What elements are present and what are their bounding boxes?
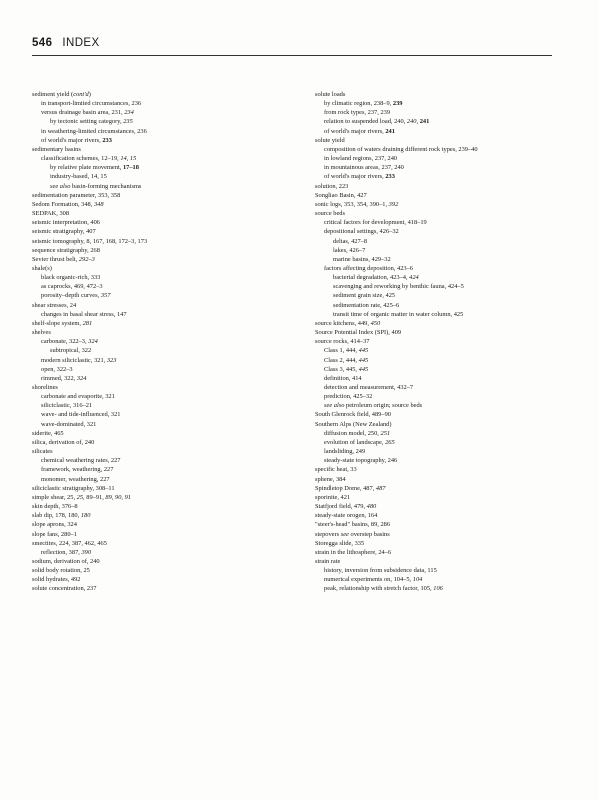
index-entry [32, 154, 272, 163]
entry-text: see [340, 530, 349, 538]
entry-text: carbonate, 322–3, [41, 338, 89, 346]
entry-text: Songliao Basin, 427 [315, 191, 367, 199]
index-entry [315, 218, 555, 227]
entry-text: depositional settings, 426–32 [324, 228, 399, 236]
index-entry [315, 575, 555, 584]
entry-text: simple shear, 25, [32, 493, 77, 501]
entry-text: framework, weathering, 227 [41, 466, 114, 474]
entry-text: solute concentration, 237 [32, 585, 97, 593]
entry-text: definition, 414 [324, 374, 362, 382]
entry-text: sedimentation parameter, 353, 358 [32, 191, 121, 199]
index-entry [32, 136, 272, 145]
entry-text: source rocks, 414–37 [315, 338, 370, 346]
entry-text: 348 [93, 200, 104, 208]
index-entry [315, 447, 555, 456]
entry-text: industry-based, 14, 15 [50, 173, 107, 181]
entry-text: see also [50, 182, 71, 190]
entry-text: basin-forming mechanisms [70, 182, 142, 190]
index-entry [32, 401, 272, 410]
entry-text: monomer, weathering, 227 [41, 475, 110, 483]
index-entry [32, 191, 272, 200]
index-entry [315, 127, 555, 136]
entry-text: seismic stratigraphy, 407 [32, 228, 96, 236]
entry-text: 25 [76, 493, 84, 501]
index-entry [315, 154, 555, 163]
index-entry [315, 346, 555, 355]
index-entry [32, 548, 272, 557]
index-entry [32, 237, 272, 246]
index-entry [32, 218, 272, 227]
index-entry [315, 191, 555, 200]
entry-text: 241 [385, 127, 395, 135]
entry-text: sedimentation rate, 425–6 [333, 301, 400, 309]
entry-text: 241 [419, 118, 430, 126]
entry-text: relation to suspended load, 240, [324, 118, 407, 126]
entry-text: 445 [358, 356, 369, 364]
index-entry [315, 282, 555, 291]
entry-text: smectites, 224, 387, 462, 465 [32, 539, 107, 547]
index-entry [315, 539, 555, 548]
page-number: 546 [32, 37, 53, 49]
index-entry [315, 328, 555, 337]
entry-text: scavenging and reworking by benthic fauna, 424–5 [333, 283, 464, 291]
index-entry [32, 310, 272, 319]
entry-text: peak, relationship with stretch factor, 105, [324, 585, 434, 593]
index-entry [32, 539, 272, 548]
entry-text: prediction, 425–32 [324, 393, 373, 401]
entry-text: solute yield [315, 136, 345, 144]
entry-text: numerical experiments on, 104–5, [324, 576, 413, 584]
index-entry [32, 356, 272, 365]
entry-text: versus drainage basin area, 231, [41, 109, 125, 117]
index-entry [32, 99, 272, 108]
entry-text: 234 [124, 109, 134, 117]
index-entry [32, 502, 272, 511]
index-entry [315, 374, 555, 383]
entry-text: silica, derivation of, 240 [32, 438, 95, 446]
entry-text: 487 [375, 484, 386, 492]
entry-text: Class 3, 445, [324, 365, 359, 373]
entry-text: solution, 223 [315, 182, 349, 190]
index-entry [32, 383, 272, 392]
entry-text: in lowland regions, 237, 240 [324, 155, 398, 163]
entry-text: wave-dominated, 321 [41, 420, 97, 428]
index-entry [32, 291, 272, 300]
index-entry [315, 291, 555, 300]
entry-text: as caprocks, 469, 472–3 [41, 283, 103, 291]
index-entry [315, 319, 555, 328]
entry-text: in transport-limited circumstances, 236 [41, 100, 142, 108]
entry-text: petroleum origin; source beds [344, 402, 423, 410]
entry-text: 390 [81, 548, 92, 556]
entry-text: 323 [106, 356, 117, 364]
index-entry [32, 465, 272, 474]
entry-text: sequence stratigraphy, 268 [32, 246, 100, 254]
index-entry [315, 557, 555, 566]
entry-text: by climatic region, 238–9, [324, 100, 393, 108]
entry-text: sediment yield ( [32, 91, 74, 98]
index-entry [315, 90, 555, 99]
header-rule [32, 55, 552, 56]
entry-text: 251 [380, 429, 391, 437]
index-entry [315, 246, 555, 255]
index-entry [315, 117, 555, 126]
index-entry [315, 438, 555, 447]
index-entry [32, 438, 272, 447]
entry-text: open, 322–3 [41, 365, 73, 373]
entry-text: "steer's-head" basins, 89, 286 [315, 521, 391, 529]
entry-text: 233 [385, 173, 395, 181]
index-entry [32, 273, 272, 282]
entry-text: sedimentary basins [32, 145, 81, 153]
entry-text: ) [88, 91, 91, 98]
entry-text: siliciclastic stratigraphy, 308–11 [32, 484, 115, 492]
entry-text: in mountainous areas, 237, 240 [324, 164, 404, 172]
index-entry [315, 420, 555, 429]
index-entry [315, 493, 555, 502]
index-entry [315, 520, 555, 529]
index-entry [315, 392, 555, 401]
entry-text: shale(s) [32, 264, 52, 272]
index-entry [32, 530, 272, 539]
index-entry [32, 410, 272, 419]
index-entry [32, 172, 272, 181]
entry-text: evolution of landscape, [324, 438, 386, 446]
entry-text: of world's major rivers, [41, 136, 103, 144]
entry-text: solute loads [315, 91, 346, 98]
index-entry [32, 584, 272, 593]
entry-text: , 89–91, [83, 493, 106, 501]
entry-text: by relative plate movement, [50, 164, 123, 172]
entry-text: stepovers [315, 530, 341, 538]
index-entry [315, 530, 555, 539]
index-entry [32, 255, 272, 264]
index-entry [315, 227, 555, 236]
index-entry [32, 90, 272, 99]
index-entry [315, 410, 555, 419]
index-entry [32, 328, 272, 337]
entry-text: shorelines [32, 384, 58, 391]
entry-text: steady-state orogen, 164 [315, 512, 378, 520]
index-entry [315, 511, 555, 520]
index-entry [32, 301, 272, 310]
index-entry [32, 374, 272, 383]
index-entry [32, 575, 272, 584]
entry-text: slab dip, 178, 180, [32, 512, 81, 520]
index-entry [315, 255, 555, 264]
index-entry [315, 337, 555, 346]
entry-text: Source Potential Index (SPI), 409 [315, 329, 402, 337]
entry-text: diffusion model, 250, [324, 429, 381, 437]
entry-text: wave- and tide-influenced, 321 [41, 411, 121, 419]
entry-text: siliciclastic, 316–21 [41, 402, 93, 410]
entry-text: marine basins, 429–32 [333, 255, 391, 263]
index-entry [32, 511, 272, 520]
entry-text: 450 [370, 319, 381, 327]
entry-text: 239 [392, 100, 403, 108]
index-entry [315, 365, 555, 374]
index-entry [32, 108, 272, 117]
entry-text: landsliding, 249 [324, 448, 366, 456]
index-entry [32, 182, 272, 191]
index-entry [315, 401, 555, 410]
index-entry [32, 227, 272, 236]
index-entry [32, 209, 272, 218]
entry-text: classification schemes, 12–19, [41, 155, 121, 163]
index-entry [315, 99, 555, 108]
entry-text: sonic logs, 353, 354, 390–1, [315, 200, 389, 208]
entry-text: cont'd [73, 91, 89, 98]
index-entry [32, 566, 272, 575]
entry-text: Class 2, 444, [324, 356, 359, 364]
entry-text: 233 [102, 136, 112, 144]
entry-text: Sedom Formation, 348, [32, 200, 94, 208]
index-entry [315, 429, 555, 438]
entry-text: 392 [388, 200, 399, 208]
index-entry [315, 548, 555, 557]
index-entry [315, 200, 555, 209]
entry-text: lakes, 426–7 [333, 246, 366, 254]
entry-text: Storegga slide, 335 [315, 539, 365, 547]
entry-text: 292–3 [78, 255, 95, 263]
entry-text: 14, 15 [120, 155, 137, 163]
index-column-left [32, 90, 272, 594]
entry-text: history, inversion from subsidence data, 115 [324, 567, 437, 575]
entry-text: 265 [385, 438, 395, 446]
entry-text: reflection, 387, [41, 548, 82, 556]
entry-text: slope fans, 280–1 [32, 530, 77, 538]
entry-text: 324 [88, 338, 98, 346]
entry-text: strain rate [315, 557, 341, 565]
page-header [32, 37, 552, 49]
index-entry [32, 200, 272, 209]
index-entry [32, 337, 272, 346]
index-entry [32, 319, 272, 328]
entry-text: in weathering-limited circumstances, 236 [41, 127, 147, 135]
index-entry [315, 465, 555, 474]
entry-text: sediment grain size, 425 [333, 292, 396, 300]
index-entry [315, 475, 555, 484]
index-entry [315, 502, 555, 511]
index-entry [315, 163, 555, 172]
index-entry [32, 127, 272, 136]
entry-text: Sevier thrust belt, [32, 255, 79, 263]
index-entry [32, 163, 272, 172]
entry-text: 180 [80, 512, 91, 520]
entry-text: 445 [358, 365, 369, 373]
index-entry [315, 456, 555, 465]
entry-text: steady-state topography, 246 [324, 457, 398, 465]
index-entry [315, 273, 555, 282]
index-entry [315, 172, 555, 181]
entry-text: 106 [433, 585, 443, 593]
entry-text: factors affecting deposition, 423–6 [324, 264, 413, 272]
entry-text: 235 [123, 118, 133, 126]
index-entry [32, 520, 272, 529]
entry-text: skin depth, 376–8 [32, 503, 78, 511]
entry-text: modern siliciclastic, 321, [41, 356, 107, 364]
entry-text: 240 [406, 118, 417, 126]
entry-text: sodium, derivation of, 240 [32, 557, 100, 565]
entry-text: changes in basal shear stress, 147 [41, 310, 127, 318]
entry-text: bacterial degradation, 423–4, [333, 274, 410, 282]
index-entry [32, 493, 272, 502]
entry-text: 480 [366, 503, 377, 511]
index-entry [32, 264, 272, 273]
entry-text: silicates [32, 448, 53, 456]
index-entry [315, 237, 555, 246]
entry-text: , [416, 118, 420, 126]
entry-text: 357 [100, 292, 111, 300]
entry-text: SEDPAK, 308 [32, 210, 70, 218]
entry-text: solid hydrates, 492 [32, 576, 81, 584]
index-entry [315, 484, 555, 493]
index-entry [315, 566, 555, 575]
page-title: INDEX [62, 37, 100, 49]
entry-text: shear stresses, 24 [32, 301, 77, 309]
entry-text: transit time of organic matter in water column, 425 [333, 310, 464, 318]
entry-text: of world's major rivers, [324, 173, 386, 181]
entry-text: 89, 90, 91 [105, 493, 131, 501]
entry-text: critical factors for development, 418–19 [324, 219, 427, 227]
index-entry [315, 584, 555, 593]
index-entry [32, 557, 272, 566]
index-entry [315, 108, 555, 117]
entry-text: solid body rotation, 25 [32, 567, 90, 575]
index-entry [32, 346, 272, 355]
entry-text: Class 1, 444, [324, 347, 359, 355]
index-entry [315, 209, 555, 218]
entry-text: rimmed, 322, [41, 374, 77, 382]
entry-text: Southern Alps (New Zealand) [315, 420, 392, 428]
entry-text: composition of waters draining different rock types, 239–40 [324, 145, 478, 153]
index-entry [32, 117, 272, 126]
entry-text: porosity–depth curves, [41, 292, 101, 300]
entry-text: overstep basins [348, 530, 390, 538]
entry-text: from rock types, 237, 239 [324, 109, 391, 117]
index-entry [32, 145, 272, 154]
entry-text: carbonate and evaporite, 321 [41, 393, 115, 401]
index-entry [315, 264, 555, 273]
index-entry [315, 356, 555, 365]
index-entry [32, 365, 272, 374]
index-entry [315, 301, 555, 310]
index-entry [32, 456, 272, 465]
entry-text: 324 [76, 374, 87, 382]
entry-text: 281 [82, 319, 93, 327]
index-entry [32, 484, 272, 493]
entry-text: Statfjord field, 479, [315, 503, 367, 511]
entry-text: 104 [412, 576, 423, 584]
entry-text: black organic-rich, 333 [41, 274, 101, 282]
entry-text: siderite, 465 [32, 429, 64, 437]
entry-text: 424 [409, 274, 419, 282]
index-entry [315, 136, 555, 145]
index-entry [32, 475, 272, 484]
entry-text: deltas, 427–8 [333, 237, 368, 245]
index-entry [315, 383, 555, 392]
entry-text: by tectonic setting category, [50, 118, 124, 126]
entry-text: 445 [358, 347, 369, 355]
entry-text: subtropical, 322 [50, 347, 92, 355]
entry-text: detection and measurement, 432–7 [324, 384, 414, 391]
index-entry [32, 429, 272, 438]
entry-text: slope aprons, 324 [32, 521, 77, 529]
index-entry [315, 145, 555, 154]
entry-text: 17–18 [122, 164, 139, 172]
index-entry [32, 420, 272, 429]
entry-text: shelves [32, 329, 51, 337]
entry-text: sporinite, 421 [315, 493, 351, 501]
index-entry [315, 182, 555, 191]
index-entry [32, 282, 272, 291]
entry-text: see also [324, 402, 345, 410]
index-column-right [315, 90, 555, 594]
entry-text: Spindletop Dome, 487, [315, 484, 376, 492]
index-entry [32, 246, 272, 255]
entry-text: seismic interpretation, 406 [32, 219, 100, 227]
entry-text: shelf-slope system, [32, 319, 83, 327]
entry-text: of world's major rivers, [324, 127, 386, 135]
entry-text: source kitchens, 449, [315, 319, 371, 327]
entry-text: chemical weathering rates, 227 [41, 457, 121, 465]
index-entry [32, 392, 272, 401]
entry-text: source beds [315, 210, 345, 218]
entry-text: strain in the lithosphere, 24–6 [315, 548, 392, 556]
index-entry [315, 310, 555, 319]
entry-text: sphene, 384 [315, 475, 346, 483]
entry-text: specific heat, 33 [315, 466, 357, 474]
index-entry [32, 447, 272, 456]
entry-text: South Glenrock field, 489–90 [315, 411, 391, 419]
entry-text: seismic tomography, 8, 167, 168, 172–3, 173 [32, 237, 148, 245]
